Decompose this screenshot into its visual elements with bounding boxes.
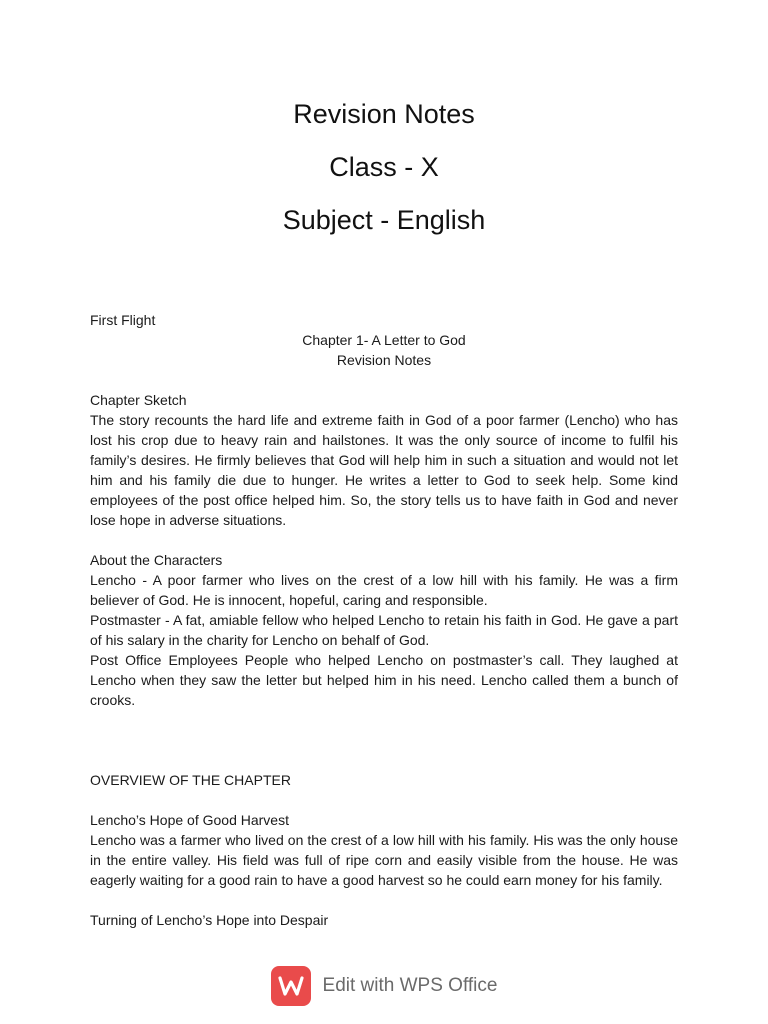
- postmaster-name: Postmaster: [90, 612, 161, 628]
- postmaster-description: - A fat, amiable fellow who helped Lencho to retain his faith in God. He gave a part of his salary in the charity for Lencho on behalf of God.: [90, 612, 678, 648]
- title-subject: Subject - English: [282, 205, 486, 235]
- chapter-title: Chapter 1- A Letter to God: [302, 332, 466, 348]
- section-label: First Flight: [90, 312, 156, 328]
- lencho-paragraph: [90, 570, 678, 610]
- title-class: Class - X: [329, 152, 439, 182]
- title-revision-notes: Revision Notes: [293, 99, 475, 129]
- lencho-name: Lencho: [90, 572, 136, 588]
- chapter-subtitle: Revision Notes: [336, 352, 432, 368]
- despair-heading: Turning of Lencho’s Hope into Despair: [90, 912, 329, 928]
- employees-paragraph: Post Office Employees People who helped Lencho on postmaster’s call. They laughed at Lencho when they saw the letter but helped him in his need. Lencho called them a bunch of crooks.: [90, 652, 678, 708]
- document-title-block: [0, 88, 768, 247]
- wps-edit-banner[interactable]: [0, 962, 768, 1010]
- overview-heading: OVERVIEW OF THE CHAPTER: [90, 772, 291, 788]
- hope-paragraph: Lencho was a farmer who lived on the crest of a low hill with his family. His was the only house in the entire valley. His field was full of ripe corn and easily visible from the house. He was eagerly waiting for a good rain to have a good harvest so he could earn money for his family.: [90, 832, 678, 888]
- wps-logo-icon[interactable]: [271, 966, 311, 1006]
- lencho-description: - A poor farmer who lives on the crest of a low hill with his family. He was a firm believer of God. He is innocent, hopeful, caring and responsible.: [90, 572, 678, 608]
- postmaster-paragraph: [90, 610, 678, 650]
- sketch-heading: Chapter Sketch: [90, 392, 187, 408]
- document-body: [90, 310, 678, 930]
- characters-heading: About the Characters: [90, 552, 223, 568]
- hope-heading: Lencho’s Hope of Good Harvest: [90, 812, 289, 828]
- sketch-paragraph: The story recounts the hard life and extreme faith in God of a poor farmer (Lencho) who has lost his crop due to heavy rain and hailstones. It was the only source of income to fulfil his family’s desires. He firmly believes that God will help him in such a situation and would not let him and his family die due to hunger. He writes a letter to God to seek help. Some kind employees of the post office helped him. So, the story tells us to have faith in God and never lose hope in adverse situations.: [90, 412, 678, 528]
- wps-edit-link[interactable]: Edit with WPS Office: [322, 975, 498, 996]
